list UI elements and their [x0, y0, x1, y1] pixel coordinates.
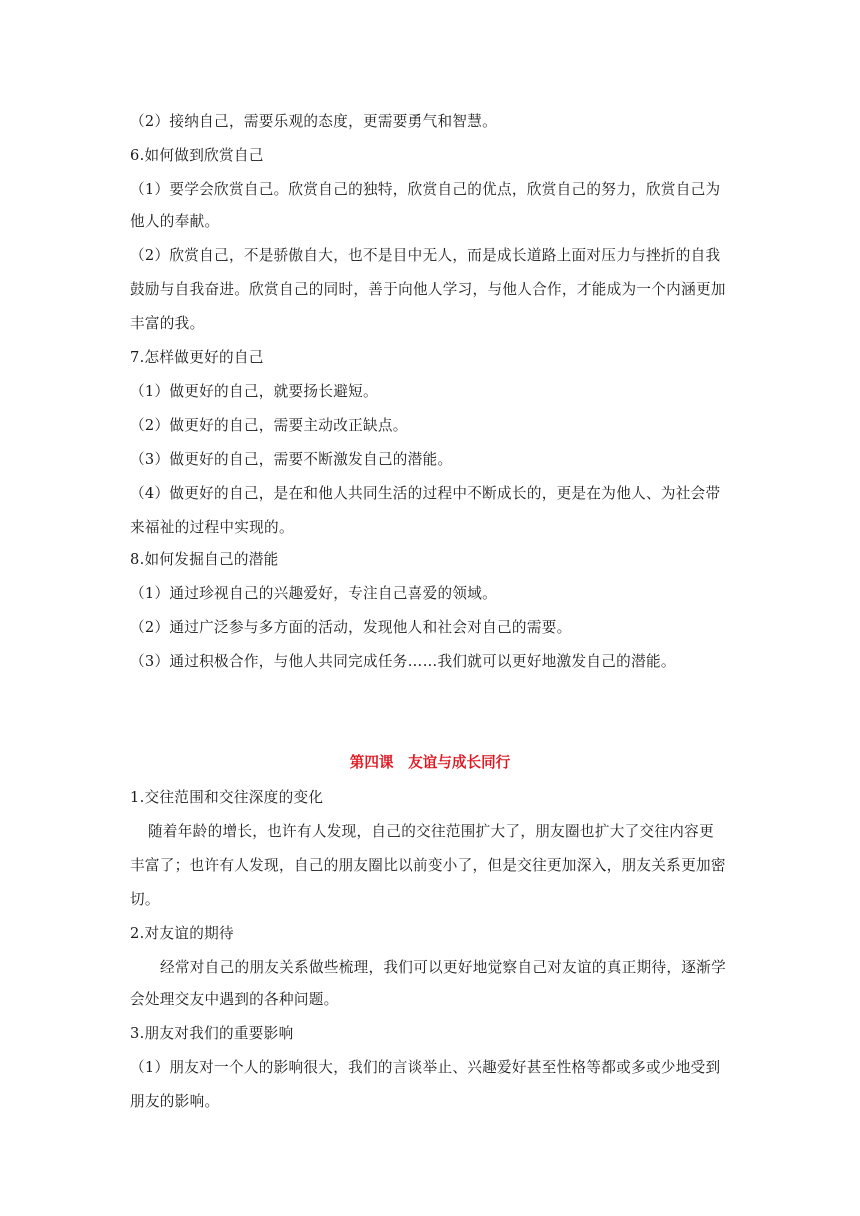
text-line: （3）通过积极合作，与他人共同完成任务……我们就可以更好地激发自己的潜能。	[130, 653, 676, 670]
text-line: 丰富了；也许有人发现，自己的朋友圈比以前变小了，但是交往更加深入，朋友关系更加密	[130, 857, 726, 874]
text-line: 鼓励与自我奋进。欣赏自己的同时，善于向他人学习，与他人合作，才能成为一个内涵更加	[130, 281, 726, 298]
section-heading-3: 3.朋友对我们的重要影响	[130, 1025, 294, 1042]
text-line: （3）做更好的自己，需要不断激发自己的潜能。	[130, 451, 453, 468]
text-line: （1）做更好的自己，就要扬长避短。	[130, 383, 378, 400]
section-heading-1: 1.交往范围和交往深度的变化	[130, 789, 324, 806]
text-line: （2）通过广泛参与多方面的活动，发现他人和社会对自己的需要。	[130, 619, 572, 636]
text-line: （2）欣赏自己，不是骄傲自大，也不是目中无人，而是成长道路上面对压力与挫折的自我	[130, 247, 721, 264]
text-line: （1）通过珍视自己的兴趣爱好，专注自己喜爱的领域。	[130, 585, 498, 602]
text-line: （2）接纳自己，需要乐观的态度，更需要勇气和智慧。	[130, 113, 498, 130]
text-line: （1）要学会欣赏自己。欣赏自己的独特，欣赏自己的优点，欣赏自己的努力，欣赏自己为	[130, 181, 721, 198]
text-line: 随着年龄的增长，也许有人发现，自己的交往范围扩大了，朋友圈也扩大了交往内容更	[148, 823, 714, 840]
text-line: 经常对自己的朋友关系做些梳理，我们可以更好地觉察自己对友谊的真正期待，逐渐学	[160, 959, 726, 976]
text-line: （4）做更好的自己，是在和他人共同生活的过程中不断成长的，更是在为他人、为社会带	[130, 485, 721, 502]
section-heading-8: 8.如何发掘自己的潜能	[130, 551, 279, 568]
section-heading-7: 7.怎样做更好的自己	[130, 349, 264, 366]
text-line: （2）做更好的自己，需要主动改正缺点。	[130, 417, 408, 434]
section-heading-6: 6.如何做到欣赏自己	[130, 147, 264, 164]
text-line: 丰富的我。	[130, 315, 205, 332]
text-line: （1）朋友对一个人的影响很大，我们的言谈举止、兴趣爱好甚至性格等都或多或少地受到	[130, 1059, 721, 1076]
text-line: 切。	[130, 891, 160, 908]
text-line: 朋友的影响。	[130, 1093, 220, 1110]
text-line: 来福祉的过程中实现的。	[130, 519, 294, 536]
section-heading-2: 2.对友谊的期待	[130, 925, 234, 942]
lesson-title: 第四课 友谊与成长同行	[349, 754, 511, 771]
text-line: 会处理交友中遇到的各种问题。	[130, 991, 339, 1008]
text-line: 他人的奉献。	[130, 213, 220, 230]
